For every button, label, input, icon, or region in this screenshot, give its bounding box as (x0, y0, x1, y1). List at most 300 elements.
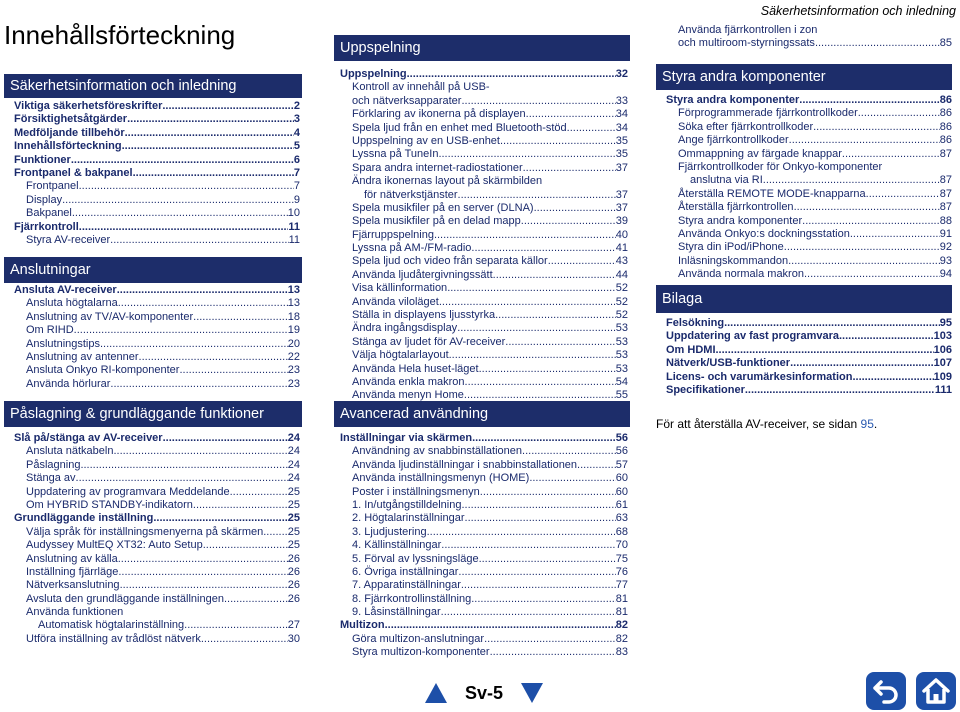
toc-entry-page: 23 (287, 377, 300, 390)
toc-entry-page: 37 (615, 188, 628, 201)
toc-leader-dots (788, 255, 940, 268)
toc-leader-dots (427, 526, 616, 539)
toc-leader-dots (447, 282, 616, 295)
toc-entry-page: 25 (287, 512, 300, 525)
toc-entry-title: Återställa REMOTE MODE-knapparna (678, 187, 866, 200)
toc-entry[interactable] (340, 432, 628, 445)
toc-entry[interactable] (14, 553, 300, 566)
toc-entry-title: Ansluta högtalarna (26, 297, 118, 310)
toc-entry[interactable] (340, 486, 628, 499)
toc-leader-dots (71, 154, 294, 167)
toc-section-2 (14, 432, 300, 646)
toc-section-1 (14, 284, 300, 391)
toc-entry[interactable] (340, 606, 628, 619)
banner-section-6 (656, 64, 952, 90)
toc-entry[interactable] (14, 324, 300, 337)
toc-entry[interactable] (340, 229, 628, 242)
toc-entry-title: Uppdatering av fast programvara (666, 330, 839, 343)
toc-entry-title: Lyssna på AM-/FM-radio (352, 242, 472, 255)
toc-entry-title: Ställa in displayens ljusstyrka (352, 309, 496, 322)
toc-entry[interactable] (666, 268, 952, 281)
toc-entry-title: Frontpanel & bakpanel (14, 166, 133, 179)
toc-leader-dots (784, 241, 940, 254)
toc-entry[interactable] (340, 322, 628, 335)
toc-entry-page: 26 (287, 552, 300, 565)
toc-entry-page: 24 (287, 432, 300, 444)
toc-entry-page: 107 (933, 357, 952, 370)
toc-entry[interactable] (666, 188, 952, 201)
toc-leader-dots (100, 338, 288, 351)
toc-leader-dots (76, 472, 288, 485)
toc-leader-dots (133, 167, 294, 180)
toc-entry[interactable] (340, 593, 628, 606)
toc-entry-page: 52 (615, 282, 628, 295)
toc-entry-title: Ändra ingångsdisplay (352, 322, 458, 335)
toc-leader-dots (567, 122, 616, 135)
toc-entry[interactable] (340, 189, 628, 202)
toc-entry[interactable] (666, 357, 952, 370)
toc-entry-page: 2 (293, 100, 300, 112)
toc-entry-title: Styra multizon-komponenter (352, 646, 490, 659)
toc-entry[interactable] (14, 472, 300, 485)
toc-entry[interactable] (340, 579, 628, 592)
toc-entry-title: Visa källinformation (352, 282, 448, 295)
toc-leader-dots (153, 512, 287, 525)
toc-entry-page: 87 (939, 187, 952, 200)
toc-leader-dots (449, 349, 616, 362)
toc-leader-dots (548, 255, 616, 268)
toc-leader-dots (79, 221, 289, 234)
toc-entry[interactable] (14, 180, 300, 193)
toc-entry[interactable] (340, 122, 628, 135)
toc-entry[interactable] (666, 174, 952, 187)
toc-entry[interactable] (14, 606, 300, 619)
toc-entry-page: 88 (939, 214, 952, 227)
toc-entry-page: 7 (293, 166, 300, 179)
toc-entry-page: 11 (288, 233, 300, 246)
toc-entry-page: 92 (939, 241, 952, 254)
toc-entry-page: 37 (615, 201, 628, 214)
toc-entry-title: Fjärruppspelning (352, 228, 434, 241)
toc-entry[interactable] (340, 363, 628, 376)
toc-leader-dots (461, 579, 616, 592)
toc-entry-title: Använda Hela huset-läget (352, 362, 479, 375)
running-header: Säkerhetsinformation och inledning (760, 4, 956, 18)
toc-entry-title: Använda hörlurar (26, 377, 111, 390)
toc-entry[interactable] (340, 553, 628, 566)
toc-leader-dots (203, 539, 288, 552)
toc-entry[interactable] (14, 364, 300, 377)
toc-entry-title: Frontpanel (26, 180, 79, 193)
toc-entry-title: Använda enkla makron (352, 375, 465, 388)
toc-entry-title: Om HYBRID STANDBY-indikatorn (26, 498, 193, 511)
toc-entry[interactable] (666, 228, 952, 241)
toc-entry-title: Viktiga säkerhetsföreskrifter (14, 100, 163, 112)
section-title: Uppspelning (340, 40, 421, 56)
toc-entry[interactable] (14, 579, 300, 592)
toc-leader-dots (139, 351, 288, 364)
banner-section-4 (334, 401, 630, 427)
toc-entry[interactable] (14, 194, 300, 207)
toc-leader-dots (858, 107, 940, 120)
toc-entry-title: Spela ljud och video från separata källor (352, 255, 548, 268)
toc-entry[interactable] (340, 282, 628, 295)
toc-leader-dots (484, 633, 616, 646)
toc-entry[interactable] (14, 566, 300, 579)
toc-entry-title: Felsökning (666, 317, 725, 329)
toc-entry[interactable] (14, 221, 300, 234)
toc-entry[interactable] (666, 121, 952, 134)
toc-entry-page: 55 (615, 389, 628, 402)
section-title: Styra andra komponenter (662, 69, 826, 85)
toc-leader-dots (815, 37, 940, 50)
toc-entry-title: Om HDMI (666, 343, 716, 356)
section-title: Anslutningar (10, 262, 91, 278)
toc-leader-dots (193, 499, 288, 512)
toc-entry[interactable] (14, 127, 300, 140)
toc-entry-title: Fjärrkontroll (14, 220, 79, 233)
toc-entry[interactable] (340, 162, 628, 175)
toc-entry[interactable] (14, 140, 300, 153)
toc-entry[interactable] (14, 113, 300, 126)
toc-entry-page: 53 (615, 349, 628, 362)
toc-entry[interactable] (14, 207, 300, 220)
toc-entry-title: Inställningar via skärmen (340, 432, 473, 444)
toc-entry-title: Uppspelning (340, 68, 407, 80)
toc-leader-dots (529, 472, 615, 485)
toc-entry-page: 86 (939, 120, 952, 133)
toc-entry-page: 82 (615, 632, 628, 645)
toc-entry-page: 53 (615, 362, 628, 375)
toc-entry[interactable] (340, 309, 628, 322)
toc-entry[interactable] (14, 167, 300, 180)
toc-entry[interactable] (340, 336, 628, 349)
toc-entry-title: Audyssey MultEQ XT32: Auto Setup (26, 539, 203, 552)
toc-leader-dots (263, 526, 288, 539)
toc-leader-dots (184, 619, 288, 632)
toc-leader-dots (479, 553, 616, 566)
toc-entry[interactable] (340, 472, 628, 485)
toc-entry[interactable] (340, 499, 628, 512)
toc-entry-title: Inställning fjärrläge (26, 565, 119, 578)
toc-leader-dots (230, 486, 288, 499)
toc-entry-page: 95 (939, 317, 952, 329)
toc-entry-page: 5 (293, 140, 300, 153)
toc-entry-page: 35 (615, 134, 628, 147)
toc-entry[interactable] (14, 459, 300, 472)
toc-entry[interactable] (14, 284, 300, 297)
toc-entry-page: 24 (287, 445, 300, 458)
toc-entry[interactable] (666, 94, 952, 107)
toc-entry[interactable] (14, 539, 300, 552)
toc-entry[interactable] (14, 311, 300, 324)
toc-entry-page: 11 (288, 220, 300, 233)
toc-section-0 (14, 100, 300, 247)
toc-entry[interactable] (666, 215, 952, 228)
toc-entry[interactable] (14, 512, 300, 525)
toc-entry[interactable] (340, 148, 628, 161)
banner-section-3 (334, 35, 630, 61)
toc-entry[interactable] (14, 338, 300, 351)
toc-entry[interactable] (666, 201, 952, 214)
toc-entry-title: 4. Källinställningar (352, 539, 442, 552)
toc-entry-page: 32 (615, 68, 628, 80)
section-title: Bilaga (662, 291, 703, 307)
toc-entry-page: 81 (615, 606, 628, 619)
toc-entry[interactable] (14, 100, 300, 113)
toc-entry[interactable] (14, 378, 300, 391)
toc-leader-dots (457, 322, 616, 335)
toc-entry-page: 37 (615, 161, 628, 174)
toc-entry-title: Nätverk/USB-funktioner (666, 357, 791, 370)
toc-leader-dots (724, 317, 940, 330)
toc-leader-dots (479, 363, 616, 376)
toc-entry[interactable] (14, 297, 300, 310)
toc-entry-page: 25 (287, 485, 300, 498)
toc-leader-dots (850, 228, 940, 241)
toc-entry[interactable] (666, 317, 952, 330)
toc-leader-dots (866, 188, 940, 201)
toc-entry[interactable] (340, 459, 628, 472)
toc-entry-title: Välja högtalarlayout (352, 349, 449, 362)
toc-entry[interactable] (340, 566, 628, 579)
toc-entry[interactable] (14, 234, 300, 247)
toc-leader-dots (118, 553, 288, 566)
back-icon (872, 678, 900, 704)
toc-entry[interactable] (14, 526, 300, 539)
toc-entry-title: Lyssna på TuneIn (352, 148, 439, 161)
toc-leader-dots (789, 134, 940, 147)
toc-entry[interactable] (340, 633, 628, 646)
toc-entry[interactable] (14, 486, 300, 499)
toc-entry-page: 106 (933, 343, 952, 356)
toc-leader-dots (163, 432, 288, 445)
toc-entry[interactable] (14, 351, 300, 364)
toc-entry-title: Ansluta nätkabeln (26, 445, 114, 458)
toc-entry[interactable] (340, 135, 628, 148)
toc-entry-page: 9 (293, 193, 300, 206)
toc-entry-title: Styra AV-receiver (26, 233, 111, 246)
toc-entry-page: 18 (287, 310, 300, 323)
toc-entry-title: Spela musikfiler på en delad mapp (352, 215, 521, 228)
toc-entry-title: Söka efter fjärrkontrollkoder (678, 120, 814, 133)
toc-entry-title: Välja språk för inställningsmenyerna på skärmen (26, 525, 264, 538)
toc-entry-page: 70 (615, 539, 628, 552)
toc-entry[interactable] (666, 384, 952, 397)
toc-entry-title: Ansluta AV-receiver (14, 284, 117, 296)
toc-entry[interactable] (340, 95, 628, 108)
toc-leader-dots (201, 633, 288, 646)
toc-entry-title: Innehållsförteckning (14, 140, 122, 153)
toc-entry[interactable] (340, 376, 628, 389)
toc-entry-page: 109 (933, 370, 952, 383)
toc-entry[interactable] (340, 296, 628, 309)
toc-entry-page: 111 (934, 383, 952, 396)
toc-entry[interactable] (14, 499, 300, 512)
toc-entry-title: och multiroom-styrningssats (678, 37, 815, 50)
toc-leader-dots (495, 309, 616, 322)
toc-entry[interactable] (666, 37, 952, 50)
toc-entry-title: Spara andra internet-radiostationer (352, 161, 523, 174)
toc-entry-page: 54 (615, 375, 628, 388)
toc-entry[interactable] (340, 526, 628, 539)
toc-entry-page: 34 (615, 108, 628, 121)
toc-entry-page: 23 (287, 364, 300, 377)
toc-entry[interactable] (340, 619, 628, 632)
toc-entry-page: 63 (615, 512, 628, 525)
toc-entry-title: 2. Högtalarinställningar (352, 512, 465, 525)
toc-entry[interactable] (340, 242, 628, 255)
toc-entry-page: 41 (615, 242, 628, 255)
toc-entry-title: Kontroll av innehåll på USB- (352, 81, 490, 94)
toc-entry-page: 6 (293, 153, 300, 166)
toc-entry[interactable] (340, 175, 628, 188)
toc-entry[interactable] (666, 134, 952, 147)
toc-entry-page: 57 (615, 458, 628, 471)
back-button[interactable] (866, 672, 906, 710)
toc-leader-dots (162, 100, 294, 113)
toc-entry[interactable] (340, 68, 628, 81)
toc-entry-title: 9. Låsinställningar (352, 606, 441, 619)
toc-entry[interactable] (340, 539, 628, 552)
toc-entry[interactable] (14, 619, 300, 632)
toc-leader-dots (813, 121, 940, 134)
toc-entry-page: 39 (615, 215, 628, 228)
toc-entry[interactable] (666, 371, 952, 384)
toc-entry-title: anslutna via RI (690, 174, 763, 187)
toc-entry-page: 103 (933, 330, 952, 343)
toc-entry-title: Fjärrkontrollkoder för Onkyo-komponenter (678, 160, 883, 173)
toc-entry-page: 27 (287, 619, 300, 632)
toc-entry-title: Automatisk högtalarinställning (38, 619, 185, 632)
toc-entry[interactable] (14, 593, 300, 606)
up-arrow-icon[interactable] (424, 682, 448, 704)
toc-leader-dots (802, 215, 940, 228)
toc-entry[interactable] (666, 241, 952, 254)
toc-entry-title: Medföljande tillbehör (14, 126, 125, 139)
toc-entry-title: Påslagning (26, 458, 81, 471)
toc-entry-page: 3 (293, 113, 300, 126)
toc-entry[interactable] (666, 161, 952, 174)
toc-entry-page: 25 (287, 525, 300, 538)
toc-entry[interactable] (340, 445, 628, 458)
toc-leader-dots (385, 619, 616, 632)
toc-entry[interactable] (14, 633, 300, 646)
toc-entry-page: 43 (615, 255, 628, 268)
toc-entry[interactable] (14, 432, 300, 445)
down-arrow-icon[interactable] (520, 682, 544, 704)
toc-entry[interactable] (14, 445, 300, 458)
toc-entry[interactable] (666, 148, 952, 161)
toc-entry-title: Anslutning av antenner (26, 350, 139, 363)
toc-entry-title: Grundläggande inställning (14, 512, 154, 525)
toc-entry-page: 53 (615, 322, 628, 335)
toc-entry-page: 56 (615, 432, 628, 444)
toc-entry-page: 26 (287, 592, 300, 605)
toc-entry-title: Om RIHD (26, 324, 74, 337)
toc-entry-title: Användning av snabbinställationen (352, 445, 523, 458)
toc-entry-title: Uppspelning av en USB-enhet (352, 134, 500, 147)
toc-entry-page: 87 (939, 174, 952, 187)
toc-entry-title: Uppdatering av programvara Meddelande (26, 485, 230, 498)
toc-leader-dots (80, 459, 287, 472)
toc-entry-page: 44 (615, 268, 628, 281)
toc-leader-dots (179, 364, 287, 377)
toc-leader-dots (490, 646, 616, 659)
toc-entry-title: Styra din iPod/iPhone (678, 241, 784, 254)
toc-entry[interactable] (666, 344, 952, 357)
toc-entry-page: 7 (293, 180, 300, 193)
toc-leader-dots (794, 201, 940, 214)
toc-entry-title: Använda menyn Home (352, 389, 464, 402)
toc-leader-dots (120, 579, 288, 592)
toc-entry-page: 10 (287, 207, 300, 220)
toc-entry[interactable] (340, 255, 628, 268)
toc-entry-page: 24 (287, 458, 300, 471)
toc-leader-dots (125, 127, 294, 140)
toc-entry[interactable] (340, 269, 628, 282)
toc-leader-dots (577, 459, 616, 472)
toc-entry[interactable] (340, 512, 628, 525)
toc-leader-dots (122, 140, 294, 153)
toc-entry-title: Ansluta Onkyo RI-komponenter (26, 364, 180, 377)
toc-entry-title: Stänga av (26, 472, 76, 485)
toc-entry-title: Multizon (340, 619, 385, 632)
toc-entry-title: Anslutningstips (26, 337, 100, 350)
toc-entry-title: 8. Fjärrkontrollinställning (352, 592, 472, 605)
toc-leader-dots (193, 311, 288, 324)
toc-leader-dots (523, 162, 616, 175)
toc-leader-dots (117, 284, 288, 297)
section-title: Påslagning & grundläggande funktioner (10, 406, 264, 422)
toc-entry-title: 1. In/utgångstilldelning (352, 498, 462, 511)
toc-entry[interactable] (666, 255, 952, 268)
banner-section-7 (656, 285, 952, 313)
toc-leader-dots (526, 108, 616, 121)
toc-entry-page: 4 (293, 126, 300, 139)
toc-entry-title: 3. Ljudjustering (352, 525, 427, 538)
note-page-link[interactable]: 95 (860, 417, 874, 431)
toc-entry-page: 81 (615, 592, 628, 605)
toc-entry[interactable] (666, 24, 952, 37)
toc-entry[interactable] (340, 349, 628, 362)
toc-leader-dots (110, 234, 288, 247)
toc-entry[interactable] (340, 646, 628, 659)
toc-leader-dots (458, 566, 615, 579)
toc-entry[interactable] (666, 107, 952, 120)
toc-leader-dots (522, 445, 616, 458)
toc-leader-dots (458, 189, 616, 202)
toc-entry[interactable] (340, 81, 628, 94)
toc-entry-page: 68 (615, 525, 628, 538)
home-button[interactable] (916, 672, 956, 710)
toc-entry[interactable] (340, 202, 628, 215)
toc-entry-title: för nätverkstjänster (364, 188, 458, 201)
toc-entry-title: Poster i inställningsmenyn (352, 485, 480, 498)
toc-entry[interactable] (14, 154, 300, 167)
toc-leader-dots (839, 330, 934, 343)
toc-section-7 (666, 317, 952, 397)
toc-entry-page: 33 (615, 94, 628, 107)
toc-leader-dots (79, 180, 294, 193)
toc-entry-title: Slå på/stänga av AV-receiver (14, 432, 163, 444)
toc-entry[interactable] (666, 330, 952, 343)
toc-entry[interactable] (340, 108, 628, 121)
toc-entry-page: 91 (939, 227, 952, 240)
toc-entry[interactable] (340, 215, 628, 228)
toc-leader-dots (471, 593, 616, 606)
toc-entry-page: 77 (615, 579, 628, 592)
